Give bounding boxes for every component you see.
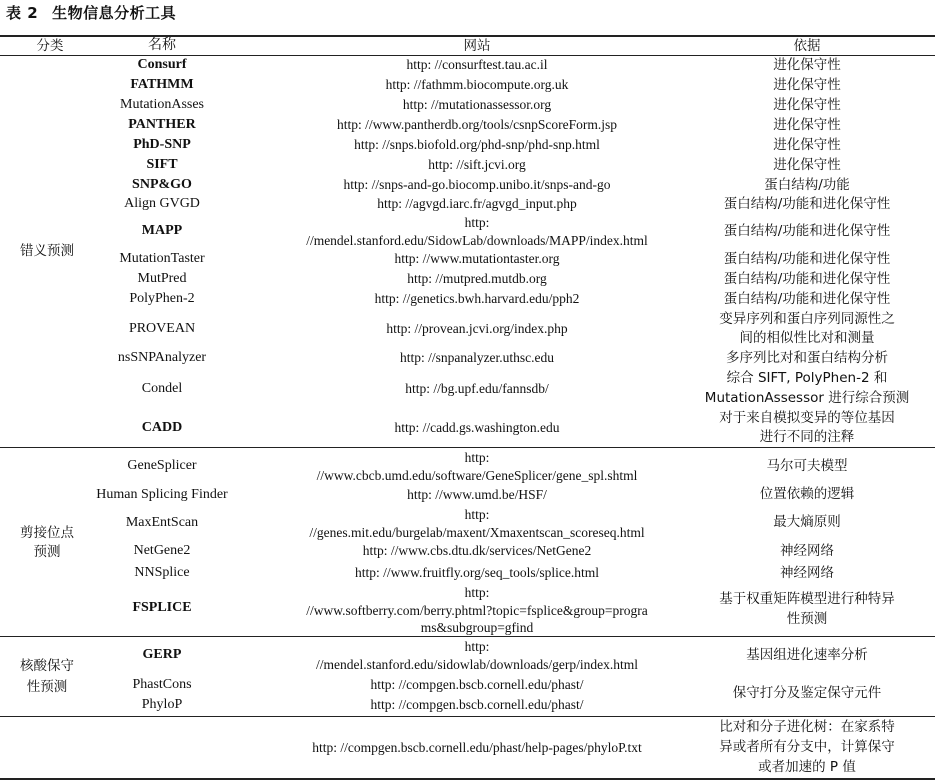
group-label: 性预测 [26,679,68,695]
tool-name: Condel [141,381,183,396]
tool-url[interactable]: //mendel.stanford.edu/SidowLab/downloads/MAPP/index.html [306,233,648,248]
tool-name: Align GVGD [124,196,200,211]
bottom-rule [0,778,935,780]
tool-basis: 最大熵原则 [773,514,841,530]
tool-basis: 变异序列和蛋白序列同源性之 [719,311,895,327]
tool-name: Consurf [137,57,187,72]
tool-url[interactable]: //genes.mit.edu/burgelab/maxent/Xmaxentscan_scoreseq.html [309,525,645,540]
tool-basis: 进化保守性 [773,77,841,93]
tool-url[interactable]: http: //www.fruitfly.org/seq_tools/splice.html [355,565,599,580]
tool-basis: 间的相似性比对和测量 [739,330,875,346]
tool-url[interactable]: //www.cbcb.umd.edu/software/GeneSplicer/gene_spl.shtml [316,468,638,483]
tool-basis: 保守打分及鉴定保守元件 [732,685,882,701]
tool-url[interactable]: //mendel.stanford.edu/sidowlab/downloads/gerp/index.html [315,657,639,672]
tool-name: FATHMM [130,77,194,92]
tool-name: SIFT [146,157,178,172]
tool-basis: 或者加速的 P 值 [758,759,856,775]
table-number: 表 2 [6,4,39,22]
tool-url[interactable]: http: //compgen.bscb.cornell.edu/phast/ [370,697,584,712]
table-title: 生物信息分析工具 [52,4,177,22]
tool-url[interactable]: http: //compgen.bscb.cornell.edu/phast/ [370,677,584,692]
tool-url[interactable]: http: [464,215,490,230]
tool-name: Human Splicing Finder [96,487,228,502]
tool-basis: 蛋白结构/功能和进化保守性 [723,223,891,239]
group-label: 核酸保守 [20,658,74,674]
tool-url[interactable]: http: //consurftest.tau.ac.il [406,57,548,72]
tool-basis: 蛋白结构/功能和进化保守性 [723,271,891,287]
tool-url[interactable]: //www.softberry.com/berry.phtml?topic=fsplice&group=progra [306,603,648,618]
tool-basis: 基因组进化速率分析 [746,647,868,663]
table-caption [6,2,176,23]
tool-url[interactable]: http: [464,639,490,654]
tool-url[interactable]: http: //snps.biofold.org/phd-snp/phd-snp.html [354,137,600,152]
tool-url[interactable]: http: //mutpred.mutdb.org [407,271,547,286]
tool-basis: 基于权重矩阵模型进行种特异 [719,591,895,607]
tool-basis: 蛋白结构/功能和进化保守性 [723,196,891,212]
group-label: 错义预测 [20,243,74,259]
group-divider [0,716,935,717]
group-divider [0,447,935,448]
tool-basis: 进化保守性 [773,57,841,73]
tool-basis: 对于来自模拟变异的等位基因 [719,410,895,426]
tool-url[interactable]: http: //www.pantherdb.org/tools/csnpScoreForm.jsp [336,117,618,132]
group-label: 预测 [33,544,61,560]
tool-url[interactable]: http: //www.umd.be/HSF/ [407,487,547,502]
tool-url[interactable]: ms&subgroup=gfind [420,620,534,635]
tool-basis: 进化保守性 [773,137,841,153]
tool-url[interactable]: http: [464,585,490,600]
tool-url[interactable]: http: //provean.jcvi.org/index.php [386,321,568,336]
tool-basis: 马尔可夫模型 [766,458,848,474]
tool-basis: 比对和分子进化树：在家系特 [719,719,895,735]
tool-name: MutPred [137,271,187,286]
header-basis: 依据 [793,38,821,54]
tool-name: NNSplice [134,565,190,580]
tool-url[interactable]: http: //sift.jcvi.org [428,157,526,172]
tool-name: GERP [142,647,182,662]
tool-basis: MutationAssessor 进行综合预测 [704,390,910,406]
tool-name: nsSNPAnalyzer [117,350,207,365]
tool-name: PhastCons [132,677,192,692]
tool-url[interactable]: http: //fathmm.biocompute.org.uk [385,77,569,92]
tool-url[interactable]: http: [464,507,490,522]
tool-name: CADD [141,420,183,435]
tool-url[interactable]: http: //genetics.bwh.harvard.edu/pph2 [374,291,580,306]
group-label: 剪接位点 [20,525,74,541]
tool-name: PROVEAN [128,321,196,336]
tool-basis: 进化保守性 [773,97,841,113]
tool-name: MAPP [141,223,183,238]
tool-basis: 蛋白结构/功能 [764,177,850,193]
tool-basis: 蛋白结构/功能和进化保守性 [723,251,891,267]
tool-name: PhD-SNP [133,137,191,152]
tool-name: SNP&GO [132,177,192,192]
tool-basis: 异或者所有分支中，计算保守 [719,739,895,755]
tool-name: PhyloP [141,697,183,712]
header-category: 分类 [36,38,64,54]
tool-url[interactable]: http: //www.mutationtaster.org [394,251,560,266]
tool-name: MutationAsses [120,97,204,112]
tool-name: NetGene2 [133,543,191,558]
tool-name: GeneSplicer [127,458,197,473]
tool-url[interactable]: http: //compgen.bscb.cornell.edu/phast/help-pages/phyloP.txt [312,740,642,755]
tool-basis: 神经网络 [780,543,834,559]
tool-name: MutationTaster [119,251,205,266]
tool-basis: 多序列比对和蛋白结构分析 [726,350,888,366]
header-url: 网站 [463,38,491,53]
tool-url[interactable]: http: [464,450,490,465]
tool-basis: 蛋白结构/功能和进化保守性 [723,291,891,307]
tool-basis: 进行不同的注释 [759,429,855,445]
tool-name: PolyPhen-2 [129,291,195,306]
tool-basis: 综合 SIFT, PolyPhen-2 和 [726,370,888,386]
tool-basis: 性预测 [786,611,828,627]
tool-url[interactable]: http: //snps-and-go.biocomp.unibo.it/snps-and-go [343,177,611,192]
tool-name: FSPLICE [132,600,192,615]
tool-basis: 位置依赖的逻辑 [759,486,855,502]
tool-url[interactable]: http: //bg.upf.edu/fannsdb/ [405,381,549,396]
tool-name: MaxEntScan [125,515,199,530]
tool-basis: 神经网络 [780,565,834,581]
tool-name: PANTHER [128,117,196,132]
header-name: 名称 [148,38,176,53]
tool-url[interactable]: http: //mutationassessor.org [402,97,552,112]
tool-url[interactable]: http: //cadd.gs.washington.edu [394,420,560,435]
tool-basis: 进化保守性 [773,117,841,133]
tool-basis: 进化保守性 [773,157,841,173]
tool-url[interactable]: http: //agvgd.iarc.fr/agvgd_input.php [377,196,577,211]
tool-url[interactable]: http: //www.cbs.dtu.dk/services/NetGene2 [362,543,592,558]
tool-url[interactable]: http: //snpanalyzer.uthsc.edu [399,350,555,365]
